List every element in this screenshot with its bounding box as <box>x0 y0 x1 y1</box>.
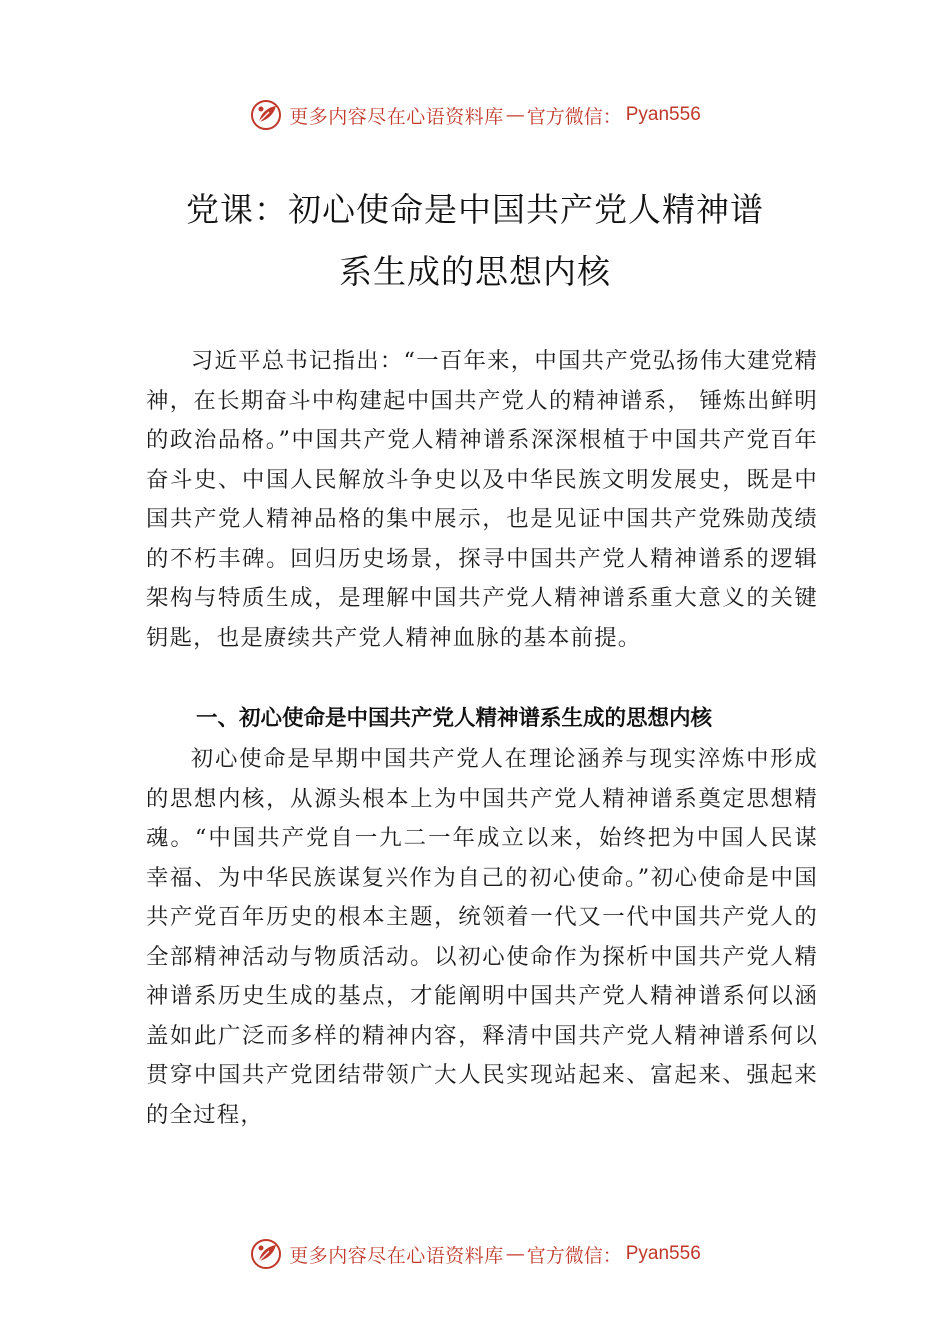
page-title-line-2: 系生成的思想内核 <box>339 252 611 291</box>
leaf-logo-icon <box>249 98 283 132</box>
banner-wechat-label: 官方微信： <box>526 105 622 128</box>
leaf-logo-icon <box>249 1237 283 1271</box>
footer-banner <box>0 1232 950 1276</box>
section-paragraph: 初心使命是早期中国共产党人在理论涵养与现实淬炼中形成的思想内核，从源头根本上为中国共产党人精神谱系奠定思想精魂。“中国共产党自一九二一年成立以来，始终把为中国人民谋幸福、为中华民族谋复兴作为自己的初心使命。”初心使命是中国共产党百年历史的根本主题，统领着一代又一代中国共产党人的全部精神活动与物质活动。以初心使命作为探析中国共产党人精神谱系历史生成的基点，才能阐明中国共产党人精神谱系何以涵盖如此广泛而多样的精神内容，释清中国共产党人精神谱系何以贯穿中国共产党团结带领广大人民实现站起来、富起来、强起来的全过程， <box>146 746 818 1128</box>
banner-main-text: 更多内容尽在心语资料库 <box>289 1244 504 1267</box>
banner-wechat-id: Pyan556 <box>625 104 701 125</box>
page-title-line-1: 党课：初心使命是中国共产党人精神谱 <box>186 190 764 229</box>
banner-wechat-label: 官方微信： <box>526 1244 622 1267</box>
header-banner <box>0 93 950 137</box>
banner-main-text: 更多内容尽在心语资料库 <box>289 105 504 128</box>
banner-dash: — <box>505 1243 525 1265</box>
intro-paragraph: 习近平总书记指出：“一百年来，中国共产党弘扬伟大建党精神，在长期奋斗中构建起中国共产党人的精神谱系， 锤炼出鲜明的政治品格。”中国共产党人精神谱系深深根植于中国共产党百年奋斗史、中国人民解放斗争史以及中华民族文明发展史，既是中国共产党人精神品格的集中展示，也是见证中国共产党殊勋茂绩的不朽丰碑。回归历史场景，探寻中国共产党人精神谱系的逻辑架构与特质生成，是理解中国共产党人精神谱系重大意义的关键钥匙，也是赓续共产党人精神血脉的基本前提。 <box>146 348 818 651</box>
banner-wechat-id: Pyan556 <box>625 1243 701 1264</box>
banner-dash: — <box>505 104 525 126</box>
section-heading: 一、初心使命是中国共产党人精神谱系生成的思想内核 <box>196 706 713 731</box>
